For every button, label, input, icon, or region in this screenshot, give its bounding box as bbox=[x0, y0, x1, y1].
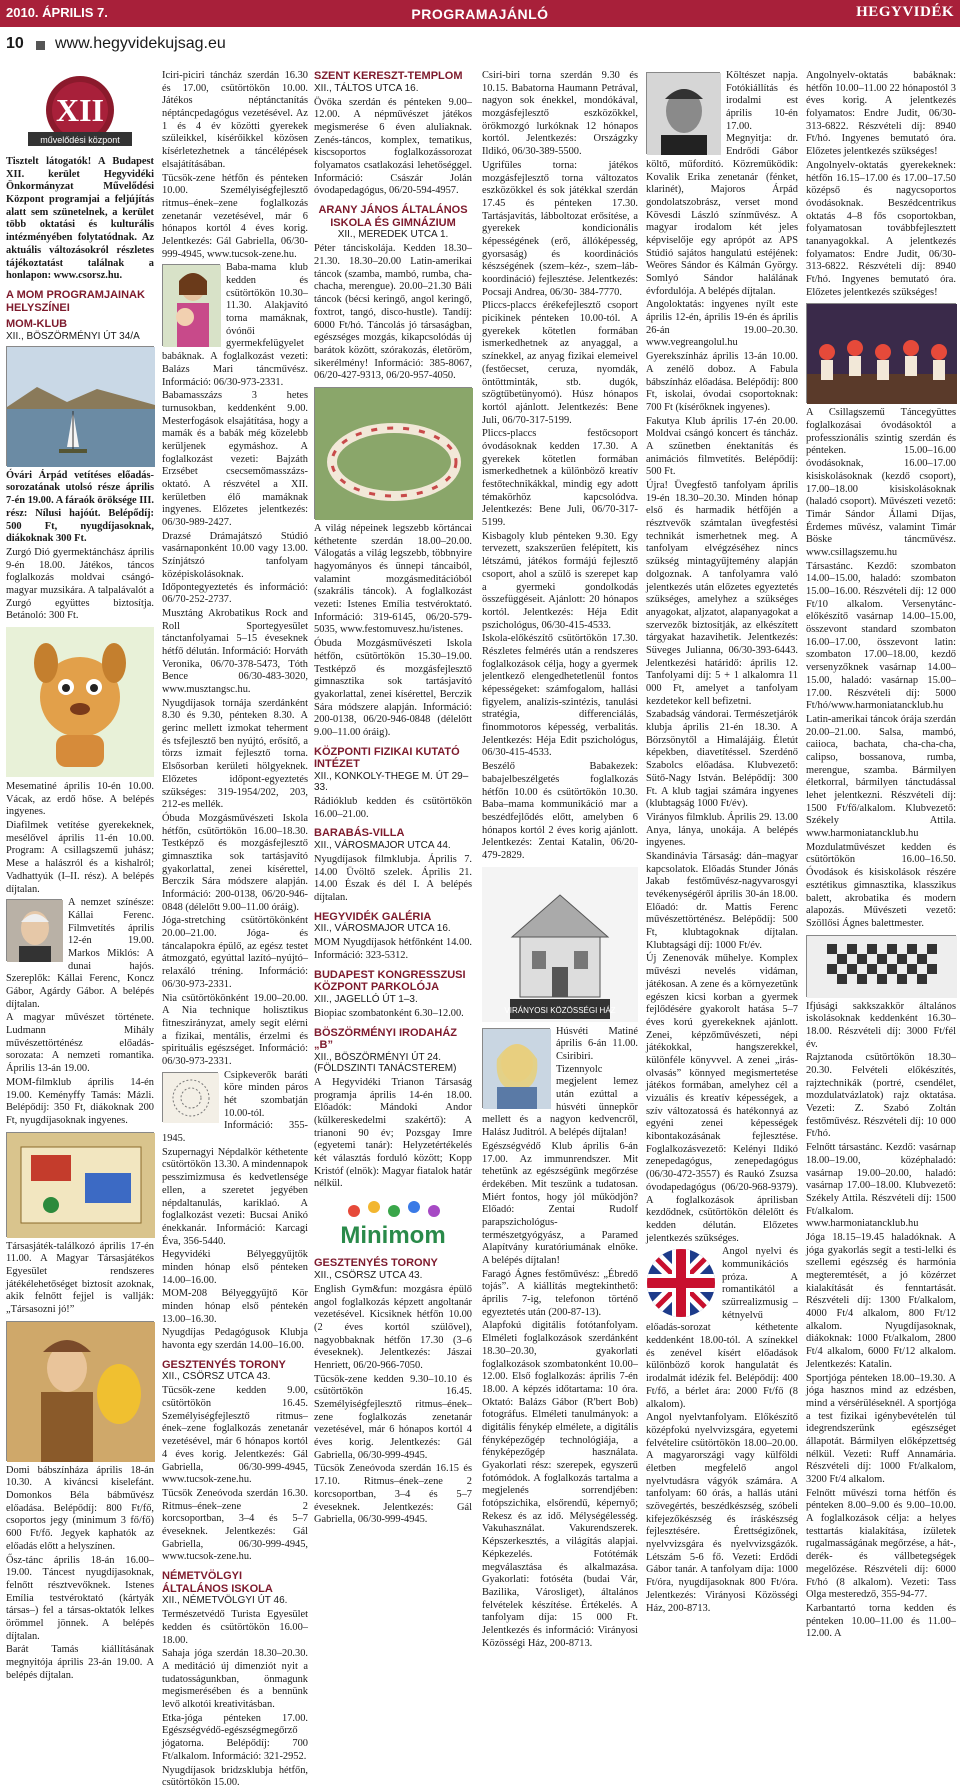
cartoon-image bbox=[6, 627, 154, 777]
address-templom: XII., TÁLTOS UTCA 16. bbox=[314, 82, 419, 94]
event-belyeg1: Hegyvidéki Bélyeggyűjtők minden hónap első pénteken 14.00–16.00. bbox=[162, 1249, 308, 1286]
event-obuda1: Óbuda Mozgásművészeti Iskola hétfőn, csütörtökön 16.00–18.30. Testképző és mozgásfejlesztő gimnasztika sok tartásjavító gyakorlattal, zenei kísérettel, Berczik Sára módszere alapján. Információ: 200-0138, 06/20-946-0848 (délelőtt 9.00–11.00 óráig). bbox=[162, 812, 308, 913]
viranyosi-house-image bbox=[482, 867, 638, 1022]
paper-title: HEGYVIDÉK bbox=[856, 4, 954, 20]
event-kallai: A nemzet színésze: Kállai Ferenc. Filmvetítés április 12-én 19.00. Markos Miklós: A dunai hajós. Szereplők: Kállai Ferenc, Koncz Gábor, Agárdy Gábor. A belépés díjtalan. bbox=[6, 897, 154, 1010]
portrait-kallai bbox=[7, 900, 63, 962]
event-husveti: Húsvéti Matiné április 6-án 11.00. Csiribiri. Tizennyolc megjelent lemez után ezúttal a húsvéti ünnepkör mellett és a nagyon kedvencről, Halász Juditról. A belépés díjtalan! bbox=[482, 1025, 638, 1139]
event-babakezek: Beszélő Babakezek: babajelbeszélgetés foglalkozás hétfőn 10.00 és csütörtökön 10.30. Baba–mama kommunikáció mar a beszédfejlődés előtt, amelyben 6 hónapos kortól 2 éves korig ajánlott. Jelentkezés: Zentai Katalin, 06/20-479-2829. bbox=[482, 761, 638, 861]
chess-illustration bbox=[807, 936, 957, 998]
event-karbantarto: Karbantartó torna kedden és pénteken 10.00–11.00 és 11.00–12.00. A bbox=[806, 1602, 956, 1640]
event-kolteszet: Költészet napja. Fotókiállítás és irodalmi est április 10-én 17.00. Megnyitja: dr. Endrődi Gábor költő, műfordító. Közreműködik: Kovalik Erika zenetanár (fénket, klarinét), Majoros Árpád gondolatszobrász, verset mond Kövesdi László színművész. A magyar irodalom két jeles képviselője egy aprópót az APS Stúdió sajátos hangulatú estéjének: Weöres Sándor és Kálmán György. Somlyó Sándor halálának évfordulója. A belépés díjtalan. bbox=[646, 70, 798, 297]
heading-kfki: KÖZPONTI FIZIKAI KUTATÓ INTÉZET bbox=[314, 745, 460, 771]
event-mom-nyugdijas: MOM Nyugdíjasok hétfőnként 14.00. Információ: 323-5312. bbox=[314, 937, 472, 962]
event-kisbagoly: Kisbagoly klub pénteken 9.30. Egy tervezett, szakszerűen felépített, kis létszámú, játékos formájú fejlesztő csoport, ahol a szülő is szerepet kap a gyermeki gondolkodás összefüggéseit. Ajánlott: 20 hónapos kortól. Jelentkezés: Héja Edit pszichológus, 06/30-415-4533. bbox=[482, 530, 638, 631]
event-turista: Természetvédő Turista Egyesület kedden és csütörtökön 16.00–18.00. bbox=[162, 1609, 308, 1646]
column-5 bbox=[646, 70, 798, 1614]
minimom-logo bbox=[314, 1197, 472, 1251]
event-joga: Jóga-stretching csütörtökönként 20.00–21.00. Jóga- és táncalapokra épülő, az egész testet átmozgató, egyúttal lazító–nyújtó–relaxáló tréning. Információ: 06/30-973-2331. bbox=[162, 915, 308, 990]
event-barat: Barát Tamás kiállításának megnyitója április 23-án 19.00. A belépés díjtalan. bbox=[6, 1644, 154, 1681]
event-ovoka: Övőka szerdán és pénteken 9.00–12.00. A népművészet játékos megismerése 6 éven aluliaknak. Zenés-táncos, komplex, tematikus, kiscsoportos foglalkozássorozat folyamatos csatlakozási lehetőséggel. Információ: Császár Jolán óvodapedagógus, 06/20-594-4957. bbox=[314, 96, 472, 197]
event-bridzs: Nyugdíjasok bridzsklubja hétfőn, csütörtökön 15.00. bbox=[162, 1764, 308, 1789]
event-sakk: Ifjúsági sakkszakkör általános iskolásoknak keddenként 16.30–18.00. Részvételi díj: 3000 Ft/fél év. bbox=[806, 1000, 956, 1050]
event-zeneovoda1: Tücsök Zeneóvoda szerdán 16.30. Ritmus–ének–zene 2 korcsoportban, 3–4 és 5–7 éveseknek. Jelentkezés: Gál Gabriella, 06/30-999-4945, www.tucsok-zene.hu. bbox=[162, 1487, 308, 1563]
top-bar bbox=[0, 0, 960, 27]
column-3 bbox=[314, 70, 472, 1526]
event-gyerekszinhaz: Gyerekszínház április 13-án 10.00. A zenélő doboz. A Fabula bábszínház előadása. Belépődíj: 800 Ft, iskolai, óvodai csoportoknak: 700 Ft (kísérőknek ingyenes). bbox=[646, 351, 798, 413]
event-nia: Nia csütörtökönként 19.00–20.00. A Nia technique holisztikus fitneszirányzat, amely segít elérni a fizikai, mentális, érzelmi és spirituális egészséget. Információ: 06/30-973-2331. bbox=[162, 992, 308, 1067]
logo-graphic bbox=[20, 74, 140, 150]
address-galeria: XII., VÁROSMAJOR UTCA 16. bbox=[314, 923, 451, 935]
event-felnott-tarsastanc: Felnőtt társastánc. Kezdő: vasárnap 18.00–19.00, középhaladó: vasárnap 19.00–20.00, haladó: vasárnap 17.00–18.00. Klubvezető: Székely Attila. Részvételi díj: 1500 Ft/alkalom. www.harmoniatancklub.hu bbox=[806, 1142, 956, 1230]
logo-text: művelődési központ bbox=[40, 135, 120, 145]
address-arany: XII., MEREDEK UTCA 1. bbox=[337, 229, 449, 241]
portrait-halasz bbox=[483, 1029, 551, 1109]
address-gesztenyes1: XII., CSÖRSZ UTCA 43. bbox=[162, 1371, 271, 1383]
address-barabas: XII., VÁROSMAJOR UTCA 44. bbox=[314, 839, 451, 851]
puppeteer-illustration bbox=[7, 1322, 155, 1462]
folk-dance-illustration bbox=[807, 304, 957, 404]
event-pliccs2: Pliccs-placcs festőcsoport óvodásoknak kedden 17.30. A gyerekek kötetlen formában ismerkedhetnek a különböző kreatív festőtechnikákkal, mindig egy adott témakörhöz kapcsolódva. Jelentkezés: Bene Juli, 06/70-317-5199. bbox=[482, 428, 638, 529]
mk-logo bbox=[20, 74, 140, 150]
event-angol-nyelvtanf: Angol nyelvtanfolyam. Előkészítő középfokú nyelvvizsgára, egyetemi felvételire csütörtökön 18.00–20.00. A magyarországi vagy külföldi életben megfelelő angol nyelvtudásra vágyók számára. A tanfolyam: 60 órás, a hallás utáni szövegértés, beszédkészség, szóbeli kifejezőkészség és íráskészség fejlesztésére. Érettségizőnek, nyelvvizsgára és nyelvvizsgázók. Létszám 5-6 fő. Vezeti: Erdődi Gábor tanár. A tanfolyam díja: 1000 Ft/óra, nyugdíjasoknak 800 Ft/óra. Jelentkezés: Virányosi Közösségi Ház, 200-8713. bbox=[646, 1412, 798, 1614]
photo-babamama bbox=[162, 264, 220, 346]
event-ugrifules: Ugrifüles torna: játékos mozgásfejlesztő torna változatos eszközökkel és sok játékkal szerdán 17.45 és pénteken 17.30. Tartásjavítás, lábboltozat erősítése, a gyerekek kondicionális képességének (erő, állóképesség, gyorsaság) és koordinációs készségének (szem–kéz-, szem–láb-koordináció) fejlesztése. Jelentkezés: Pocsaji Andrea, 06/30- 384-7770. bbox=[482, 159, 638, 298]
column-2 bbox=[162, 70, 308, 1789]
heading-irodahaz: BÖSZÖRMÉNYI IRODAHÁZ „B” bbox=[314, 1026, 457, 1052]
heading-arany: ARANY JÁNOS ÁLTALÁNOS ISKOLA ÉS GIMNÁZIUM bbox=[318, 204, 468, 229]
address-momklub: XII., BÖSZÖRMÉNYI ÚT 34/A bbox=[6, 330, 140, 342]
page-number: 10 bbox=[6, 35, 24, 52]
event-rajz: Rajztanoda csütörtökön 18.30–20.30. Felvételi előkészítés, rajztechnikák (portré, csendélet, mozdulatvázlatok) rajz oktatása. Vezeti: Z. Szabó Zoltán festőművész. Részvételi díj: 10 000 Ft/hó. bbox=[806, 1052, 956, 1140]
photo-dance-troupe bbox=[806, 303, 956, 403]
event-szupernagyi: Szupernagyi Népdalkör kéthetente csütörtökön 13.30. A mindennapok pesszimizmusa és kedvetlensége ellen, a szeretet jegyében népdaltanulás, kariklaó. A foglalkozást vezeti: Bucsai Anikó énekkanár. Információ: Karcagi Éva, 356-5440. bbox=[162, 1146, 308, 1247]
event-sportjoga: Sportjóga pénteken 18.00–19.30. A jóga hasznos mind az edzésben, mind a vérsérüléseknél. A sportjóga a test fizikai igénybevételén túl idegrendszerünk egészséget állapotát. Bármilyen előképzettség nélkül. Vezeti: Ruff Annamária. Részvételi díj: 1000 Ft/alkalom, 3200 Ft/4 alkalom. bbox=[806, 1372, 956, 1485]
minimom-text: Minimom bbox=[340, 1222, 446, 1250]
event-drazse: Drazsé Drámajátszó Stúdió vasárnaponként 10.00 vagy 13.00. Színjátszó tanfolyam középiskolásoknak. Időpontegyeztetés és információ: 06/70-252-2737. bbox=[162, 530, 308, 606]
photo-nile bbox=[6, 346, 154, 466]
circle-dance-illustration bbox=[315, 388, 473, 520]
event-iskola: Iskola-előkészítő csütörtökön 17.30. Részletes felmérés után a rendszeres foglalkozások célja, hogy a gyermek jelentkező elengedhetetlenül fontos képességeket: számfogalom, hallási figyelem, analízis-szintézis, tanulási stratégia, differenciálás, finommotoros képesség, verbalitás. Jelentkezés: Héja Edit pszichológus, 06/30-415-4533. bbox=[482, 633, 638, 759]
event-fototanfolyam: Alapfokú digitális fotótanfolyam. Elméleti foglalkozások szerdánként 18.30–20.30, gyakorlati foglalkozások szombatonként 10.00–12.00. Első foglalkozás: április 7-én 18.00. A képzés időtartama: 10 óra. Oktató: Balázs Gábor (R'bert Bob) fotográfus. Elméleti tanulmányok: a digitális fénykép elmélete, a digitális fényképezőgép technológiája, a fényképezőgép használata. Gyakorlati rész: szerepek, egyszerű fotómódok. A foglalkozás tartalma a megjelenés sorrendjében: fotópszichika, elsőrendű, képernyő; Rekesz és az idő. Mélységélesség. Vakuhasználat. Vakurendszerek. Képszerkesztés, a világítás alapjai. Képkezelés. Fotótémák megválasztása és alkalmazása. Gyakorlati: fotóséta (budai Vár, Bazilika, Városliget), általános felvételek készítése. Értékelés. A tanfolyam díja: 15 000 Ft. Jelentkezés és információ: Virányosi Közösségi Ház, 200-8713. bbox=[482, 1320, 638, 1649]
heading-bkk: BUDAPEST KONGRESSZUSI KÖZPONT PARKOLÓJA bbox=[314, 968, 466, 994]
event-zeneovoda2: Tücsök Zeneóvoda szerdán 16.15 és 17.10. Ritmus–ének–zene 2 korcsoportban, 3–4 és 5–7 éveseknek. Jelentkezés: Gál Gabriella, 06/30-999-4945. bbox=[314, 1463, 472, 1526]
event-babamama: Baba-mama klub kedden és csütörtökön 10.30–11.30. Alakjavító torna mamáknak, óvónői gyermekfelügyelet babáknak. A foglalkozást vezeti: Balázs Mari táncművész. Információ: 06/30-973-2331. bbox=[162, 262, 308, 388]
heading-momklub: MOM-KLUB bbox=[6, 318, 68, 331]
separator-square bbox=[36, 41, 45, 50]
event-obuda2: Óbuda Mozgásművészeti Iskola hétfőn, csütörtökön 15.30–19.00. Testképző és mozgásfejlesztő gimnasztika sok tartásjavító gyakorlattal, zenei kísérettel, Berczik Sára módszere alapján. Információ: 200-0138, 06/20-946-0848 (délelőtt 9.00–11.00 óráig). bbox=[314, 638, 472, 738]
event-muveszitorna: Felnőtt művészi torna hétfőn és pénteken 8.00–9.00 és 9.00–10.00. A foglalkozások célja: a helyes testtartás kialakítása, ízületek rugalmasságának megőrzése, a hát-, derék- és vállbetegségek megelőzése. Részvételi díj: 6000 Ft/hó (8 alkalom). Vezeti: Tass Olga mesteredző, 355-94-77. bbox=[806, 1487, 956, 1601]
event-csiribiri: Csiri-biri torna szerdán 9.30 és 10.15. Babatorna Haumann Petrával, nagyon sok énekkel, mondókával, mozgásfejlesztő eszközökkel, örökmozgó lurkóknak 12 hónapos kortól. Jelentkezés: Országzky Ildikó, 06/30-389-5500. bbox=[482, 70, 638, 158]
event-uvegfesto: Újra! Üvegfestő tanfolyam április 19-én 18.30–20.30. Minden hónap első és harmadik hétfőjén a résztvevők számtalan üvegfestési technikát ismerhetnek meg. A tanfolyam elvégzéséhez nincs szükség mintagyűjtemény alapján dolgoznak. A tanfolyamra való jelentkezés után előzetes egyeztetés szükséges, amelyhez a szükséges anyagokat, aljzatot, alapanyagokat a szervezők biztosítják, az elkészített tárgyakat hazavihetik. Jelentkezés: Süveges Julianna, 06/30-393-6443. Jelentkezési határidő: április 12. Tanfolyami díj: 5 + 1 alkalomra 11 000 Ft, amelyet a tanfolyam kezdetekor kell befizetni. bbox=[646, 480, 798, 707]
heading-templom: SZENT KERESZT-TEMPLOM bbox=[314, 70, 463, 82]
photo-dance-circle bbox=[314, 387, 472, 519]
event-tucsok1: Tücsök-zene hétfőn és pénteken 10.00. Személyiségfejlesztő ritmus–ének–zene foglalkozás zenetanár vezetésével, már 6 hónapos kortól 4 éves korig. Jelentkezés: Gál Gabriella, 06/30-999-4945, www.tucsok-zene.hu. bbox=[162, 172, 308, 260]
event-angol-gyerek: Angolnyelv-oktatás gyerekeknek: hétfőn 16.15–17.00 és 17.00–17.50 középső és nagycsoportos óvodásoknak. Beszédcentrikus oktatás 4–8 fős csoportokban, folyamatosan továbbfejlesztett tananyagokkal. A jelentkezés folyamatos: Endre Judit, 06/30-313-6822. Részvételi díj: 8940 Ft/hó. Ingyenes bemutató óra. Előzetes jelentkezés szükséges! bbox=[806, 159, 956, 298]
event-pliccs1: Pliccs-placcs érékefejlesztő csoport picikinek pénteken 10.00-tól. A gyerekek kötetlen formában ismerkedhetnek az anyaggal, a színekkel, az anyag fizikai elemeivel (festőecset, ceruza, nyomdák, öntöttminták, stb. dugók, szögtűbetünyomó). Húsz hónapos kortól ajánlott. Jelentkezés: Bene Juli, 06/70-317-5199. bbox=[482, 300, 638, 426]
event-diafilm: Diafilmek vetítése gyerekeknek, mesélővel április 11-én 10.00. Program: A csillagszemű juhász; Mese a halászról és a kishalról; Vadhattyúk (I–II. rész). A belépés díjtalan. bbox=[6, 820, 154, 895]
event-mesematine: Mesematiné április 10-én 10.00. Vácak, az erdő hőse. A belépés ingyenes. bbox=[6, 781, 154, 818]
uk-flag-icon bbox=[646, 1248, 716, 1318]
nile-illustration bbox=[7, 347, 155, 467]
photo-kallai bbox=[6, 899, 62, 961]
site-url[interactable]: www.hegyvidekujsag.eu bbox=[55, 35, 226, 52]
photo-domi bbox=[6, 1321, 154, 1461]
event-tarsastanc: Társastánc. Kezdő: szombaton 14.00–15.00, haladó: szombaton 15.00–16.00. Részvételi díj: 12 000 Ft/10 alkalom. Versenytánc-előkészítő vasárnap 14.00–15.00, összevont standard szombaton 16.00–17.00, összevont latin: szombaton 17.00–18.00, kezdő versenyzőknek vasárnap 14.00–15.00, haladó: vasárnap 15.00–17.00. Részvételi díj: 5000 Ft/hó/www.harmoniatancklub.hu bbox=[806, 560, 956, 712]
event-iciri: Iciri-piciri táncház szerdán 16.30 és 17.00, csütörtökön 10.00. Játékos néptánctanítás néptáncpedagógus vezetésével. Az 1 és 4 év közötti gyerekek szüleikkel, kísérőikkel közösen kísérletezhetnek a táncélépések elsajátításában. bbox=[162, 70, 308, 170]
intro-text: Tisztelt látogatók! A Budapest XII. kerület Hegyvidéki Önkormányzat Művelődési Központ programjai a feljújítás alatt sem szünetelnek, a kerület több oktatási és kulturális intézményében folytatódnak. Az aktuális változásokról részletes tájékoztatást találnak a honlapon: www.csorsz.hu. bbox=[6, 156, 154, 282]
address-gesztenyes2: XII., CSÖRSZ UTCA 43. bbox=[314, 1269, 423, 1281]
event-biopiac: Biopiac szombatonként 6.30–12.00. bbox=[314, 1008, 464, 1020]
photo-csipke bbox=[162, 1072, 218, 1122]
event-tucsok2: Tücsök-zene kedden 9.00, csütörtökön 16.45. Személyiségfejlesztő ritmus–ének–zene foglalkozás zenetanár vezetésével, már 6 hónapos kortól 4 éves korig. Jelentkezés: Gál Gabriella, 06/30-999-4945, www.tucsok-zene.hu. bbox=[162, 1385, 308, 1486]
heading-barabas: BARABÁS-VILLA bbox=[314, 827, 405, 840]
uk-flag bbox=[646, 1248, 716, 1318]
lace-illustration bbox=[163, 1073, 219, 1123]
event-babamasszazs: Babamasszázs 3 hetes turnusokban, keddenként 9.00. Mesterfogások elsajátítása, hogy a mamák és a babák még közelebb kerüljenek egymáshoz. A foglalkozást vezeti: Bajzáth Erzsébet csecsemőmasszázs-oktató. A részvétel a XII. kerületben élő mamáknak ingyenes. Előzetes jelentkezés: 06/30-989-2427. bbox=[162, 390, 308, 529]
boardgame-illustration bbox=[7, 1133, 155, 1238]
page-info bbox=[0, 27, 960, 63]
event-belyeg2: MOM-208 Bélyeggyűjtő Kör minden hónap első péntekén 13.00–16.30. bbox=[162, 1288, 308, 1325]
event-tucsok3: Tücsök-zene kedden 9.30–10.10 és csütörtökön 16.45. Személyiségfejlesztő ritmus–ének–zene foglalkozás zenetanár vezetésével, már 6 hónapos kortól 4 éves korig. Jelentkezés: Gál Gabriella, 06/30-999-4945. bbox=[314, 1373, 472, 1461]
heading-gesztenyes2: GESZTENYÉS TORONY bbox=[314, 1257, 438, 1270]
event-zurgo: Zurgó Dió gyermektánchász április 9-én 18.00. Játékos, táncos foglalkozás moldvai csángó-magyar muzsikára. A talpalávalót a Zurgó együttes biztosítja. Betánoló: 300 Ft. bbox=[6, 546, 154, 622]
photo-chess bbox=[806, 935, 956, 997]
event-skandinavia: Skandinávia Társaság: dán–magyar kapcsolatok. Előadás Stunder Jónás Jakab festőművész-nagyvarosgyi tevékenységéről április 30-án 18.00. Előadó: dr. Mattis Ferenc művészettörténész. Belépődíj: 500 Ft, klubtagoknak díjtalan. Klubtagsági díj: 1000 Ft/év. bbox=[646, 850, 798, 951]
event-sahaja: Sahaja jóga szerdán 18.30–20.30. A meditáció új dimenziót nyit a tudatosságunkban, önmagunk megismerésében és a bennünk levő alkotói kreativitásban. bbox=[162, 1648, 308, 1711]
event-pedagogus: Nyugdíjas Pedagógusok Klubja havonta egy szerdán 14.00–16.00. bbox=[162, 1327, 308, 1352]
event-musztang: Musztáng Akrobatikus Rock and Roll Sportegyesület tánctanfolyamai 5–15 éveseknek hétfő délután. Információ: Horváth Veronika, 06/70-378-5473, Tóth Bence 06/30-483-3020, www.musztangsc.hu. bbox=[162, 607, 308, 695]
event-szabadsag: Szabadság vándorai. Természetjárók klubja április 21-én 18.30. A Börzsönytől a Himalájáig. Életút képekben, diavetítéssel. Szerdénő Szabolcs előadása. Klubvezető: Sütő-Nagy István. Belépődíj: 300 Ft. A klub tagjai számára ingyenes (klubtagság 1000 Ft/év). bbox=[646, 709, 798, 810]
event-mozdulat: Mozdulatművészet kedden és csütörtökön 16.00–16.50. Óvodások és kisiskolások részére esztétikus gimnasztika, klasszikus balett, akrobatika és modern alapozás. Művészeti vezető: Szöllősi Ágnes balettmester. bbox=[806, 841, 956, 929]
house-caption: VIRÁNYOSI KÖZÖSSÉGI HÁZ bbox=[504, 1005, 616, 1015]
event-csillagszemu: A Csillagszemű Táncegyüttes foglalkozásai óvodásoktól a professzionális szintig szerdán és pénteken. 15.00–16.00 óvodásoknak, 16.00–17.00 kisiskolásoknak (kezdő csoport), 17.00–18.00 kisiskolásoknak (haladó csoport). Művészeti vezető: Timár Sándor Állami Díjas, Érdemes művész, valamint Timár Böske táncművész. www.csillagszemu.hu bbox=[806, 407, 956, 558]
event-filmklub: MOM-filmklub április 14-én 19.00. Keményffy Tamás: Mázli. Belépődíj: 350 Ft, diákoknak 200 Ft, nyugdíjasoknak ingyenes. bbox=[6, 1076, 154, 1126]
event-muveszet: A magyar művészet története. Ludmann Mihály művészettörténész előadás-sorozata: A nemzeti romantika. Április 13-án 19.00. bbox=[6, 1012, 154, 1075]
event-ovari: Óvári Árpád vetítéses előadás-sorozatának utolsó része április 7-én 19.00. A fáraók öröksége III. rész: Nílusi hajóút. Belépődíj: 500 Ft, nyugdíjasoknak, diákoknak 300 Ft. bbox=[6, 469, 154, 545]
event-angol-proza: Angol nyelvi és kommunikációs próza. A romantikától a szürrealizmusig – kétnyelvű előadás-sorozat kéthetente keddenként 18.00-tól. A színekkel és zenével kísért előadások különböző korok hangulatát és irodalmát idézik fel. Belépődíj: 400 Ft/fő, a bérlet ára: 2000 Ft/fő (8 alkalom). bbox=[646, 1246, 798, 1410]
event-peter: Péter tánciskolája. Kedden 18.30–21.30. 18.30–20.00 Latin-amerikai táncok (szamba, mambó, rumba, cha-chacha, merengue). 20.00–21.30 Báli táncok (bécsi keringő, angol keringő, foxtrot, tangó, disco-hustle). Tandíj: 6000 Ft/hó. Táncolás jó társaságban, egészséges mozgás, kikapcsolódás új barátok között, szórakozás, életöröm, sikerélmény! Információ: 385-8067, 06/20-427-9313, 06/20-957-4050. bbox=[314, 243, 472, 382]
event-nyugdijastorna: Nyugdíjasok tornája szerdánként 8.30 és 9.30, pénteken 8.30. A gerinc mellett izmokat teherment és tsfejlesztő ben nyújtó, erősítő, a törzs izmait fejlesztő torna. Elsősorban kerületi hölgyeknek. Előzetes időpont-egyeztetés szükséges: 319-1954/202, 203, 212-es mellék. bbox=[162, 697, 308, 811]
mother-baby-illustration bbox=[163, 265, 221, 347]
portrait-poet bbox=[647, 73, 721, 155]
address-kfki: XII., KONKOLY-THEGE M. ÚT 29–33. bbox=[314, 770, 469, 793]
cartoon-illustration bbox=[6, 627, 154, 777]
heading-mom: A MOM PROGRAMJAINAK HELYSZÍNEI bbox=[6, 288, 145, 314]
event-english: English Gym&fun: mozgásra épülő angol foglalkozás képzett angoltanár vezetésével. Kicsiknek hétfőn 10.00 (2 éves kortól szülővel), nagyobbaknak hétfőn 17.30 (3–6 éveseknek). Jelentkezés: Jászai Henriett, 06/20-966-7050. bbox=[314, 1283, 472, 1371]
section-title: PROGRAMAJÁNLÓ bbox=[411, 6, 549, 22]
logo-roman: XII bbox=[55, 92, 105, 128]
event-radioklub: Rádióklub kedden és csütörtökön 16.00–21.00. bbox=[314, 795, 472, 820]
event-fakutya: Fakutya Klub április 17-én 20.00. Moldvai csángó koncert és táncház. A szünetben énektanítás és animációs filmvetítés. Belépődíj: 500 Ft. bbox=[646, 415, 798, 478]
photo-halasz bbox=[482, 1028, 550, 1108]
event-egeszseg: Egészségvédő Klub április 6-án 17.00. Az immunrendszer. Mit tehetünk az egészségünk megőrzése érdekében. Mit teszünk a tudatosan. Miért fontos, hogy jól működjön? Előadó: Zentai Rudolf parapszichológus-természetgyógyász, a Paramed Alapítvány kuratóriumának elnöke. A belépés díjtalan! bbox=[482, 1140, 638, 1266]
event-latin: Latin-amerikai táncok órája szerdán 20.00–21.00. Salsa, mambó, caiioca, bachata, cha-cha-cha, calipso, bossanova, rumba, merengue, szamba. Bármilyen életkorral, bármilyen tánctudással lehet jelentkezni. Részvételi díj: 1500 Ft/fő/alkalom. Klubvezető: Székely Attila. www.harmoniatancklub.hu bbox=[806, 713, 956, 840]
event-angol-baba: Angolnyelv-oktatás babáknak: hétfőn 10.00–11.00 22 hónapostól 3 éves korig. A jelentkezés folyamatos: Endre Judit, 06/30-313-6822. Részvételi díj: 8940 Ft/hó. Ingyenes bemutató óra. Előzetes jelentkezés szükséges! bbox=[806, 70, 956, 158]
house-illustration bbox=[482, 867, 638, 1022]
photo-boardgame bbox=[6, 1132, 154, 1237]
event-csipke: Csipkeverők baráti köre minden páros hét szombatján 10.00-tól. Információ: 355-1945. bbox=[162, 1069, 308, 1145]
minimom-graphic bbox=[314, 1197, 472, 1251]
address-bkk: XII., JAGELLÓ ÚT 1–3. bbox=[314, 994, 418, 1006]
event-zenenovak: Új Zenenovák műhelye. Komplex művészi nevelés vidáman, játékosan. A zene és a környezetünk egészen kicsi korban a gyermek fejlődésére gyakorolt hatása 5–7 éves korú gyerekeknek ajánlott. Zenei, képzőművészeti, népi játékokkal, hangszerekkel, különféle könyvvel. A zenei „irás-olvasás” könnyed megismertetése játékos formában, amelyhez cél a vizuális és kreatív képességek, a szív változatossá és hatékonnyá az egyéni zenei képességek kibontakozásának fejlesztése. Foglalkozásvezető: Kelényi Ildikó zenepedagógus, zenepedagógus (06/30-472-3557) és Raukó Zsuzsa óvodapedagógus (06/20-968-9379). A foglalkozások áprilisban kezdődnek, csütörtökön délelőtt és kedden délután. Előzetes jelentkezés szükséges. bbox=[646, 953, 798, 1244]
heading-galeria: HEGYVIDÉK GALÉRIA bbox=[314, 910, 432, 923]
event-joga2: Jóga 18.15–19.45 haladóknak. A jóga gyakorlás segít a testi-lelki és szellemi egészség és harmónia megteremtését, a jó közérzet kialakítását és fenntartását. Részvételi díj: 1300 Ft/alkalom, 4000 Ft/4 alkalom, 800 Ft/12 alkalom. Nyugdíjasoknak, diákoknak: 1000 Ft/alkalom, 2800 Ft/4 alkalom, 6000 Ft/12 alkalom. Jelentkezés: Katalin. bbox=[806, 1231, 956, 1370]
event-tarsasjatek: Társasjáték-találkozó április 17-én 11.00. A Magyar Társasjátékos Egyesület rendszeres játékélehetőséget biztosít azoknak, akik felnőtt fejjel is vallják: „Társasozni jó!” bbox=[6, 1240, 154, 1316]
column-1 bbox=[6, 70, 154, 1681]
heading-gesztenyes1: GESZTENYÉS TORONY bbox=[162, 1358, 286, 1371]
event-korutanc: A világ népeinek legszebb körtáncai kéthetente szerdán 18.00–20.00. Válogatás a világ legszebb, többnyire hagyományos és ünnepi táncaiból, valamint mozgásmeditációból (szakrális táncok). A foglalkozást vezeti: Istenes Emília testvéroktató. Információ: 319-6145, 06/20-579-5035, www.festomuvesz.hu/istenes. bbox=[314, 522, 472, 636]
event-osztanc: Ősz-tánc április 18-án 16.00–19.00. Táncest nyugdíjasoknak, felnőtt résztvevőknek. Istenes Emília testvéroktató (kártyák társas–) fel a társas-oktatók lelkes örömmel jönnek. A belépés díjtalan. bbox=[6, 1554, 154, 1642]
event-trianon: A Hegyvidéki Trianon Társaság programja április 14-én 18.00. Előadók: Mándoki Andor (külkereskedelmi szakértő): A trianoni 90 év; Pozsgay Imre (egyetemi tanár): Helyzetértékelés két választás forduló között; Kopp Kristóf (elnök): Magyar fiatalok határ nélkül. bbox=[314, 1076, 472, 1190]
event-viranyos-film: Virányos filmklub. Április 29. 13.00 Anya, lánya, unokája. A belépés ingyenes. bbox=[646, 811, 798, 849]
column-4 bbox=[482, 70, 638, 1649]
issue-date: 2010. ÁPRILIS 7. bbox=[6, 5, 108, 20]
address-irodahaz: XII., BÖSZÖRMÉNYI ÚT 24. (FÖLDSZINTI TANÁCSTEREM) bbox=[314, 1051, 457, 1074]
event-farago: Faragó Ágnes festőművész: „Ébredő tojás”. A kiállítás megtekinthető: április 7-ig, telefonon történő egyeztetés után (200-87-13). bbox=[482, 1268, 638, 1318]
event-filmklub2: Nyugdíjasok filmklubja. Április 7. 14.00 Üvöltő szelek. Április 21. 14.00 Észak és dél I. A belépés díjtalan. bbox=[314, 853, 472, 904]
event-etka: Etka-jóga pénteken 17.00. Egészségvédő-egészségmegőrző jógatorna. Belépődíj: 700 Ft/alkalom. Információ: 321-2952. bbox=[162, 1712, 308, 1762]
event-domi: Domi bábszínháza április 18-án 10.30. A kiváncsi kiselefánt. Domonkos Béla bábművész előadása. Belépődíj: 800 Ft/fő, csoportos jegy (minimum 3 fő/fő) 600 Ft/fő. Jegyek kaphatók az előadás előtt a helyszínen. bbox=[6, 1464, 154, 1552]
column-6 bbox=[806, 70, 956, 1640]
event-angol-nyilt: Angoloktatás: ingyenes nyílt este április 12-én, április 19-én és április 26-án 19.00–20.30. www.vegreangolul.hu bbox=[646, 299, 798, 349]
address-nemetvolgyi: XII., NÉMETVÖLGYI ÚT 46. bbox=[162, 1595, 288, 1607]
heading-nemetvolgyi: NÉMETVÖLGYI ÁLTALÁNOS ISKOLA bbox=[162, 1570, 273, 1595]
photo-poet bbox=[646, 72, 720, 154]
